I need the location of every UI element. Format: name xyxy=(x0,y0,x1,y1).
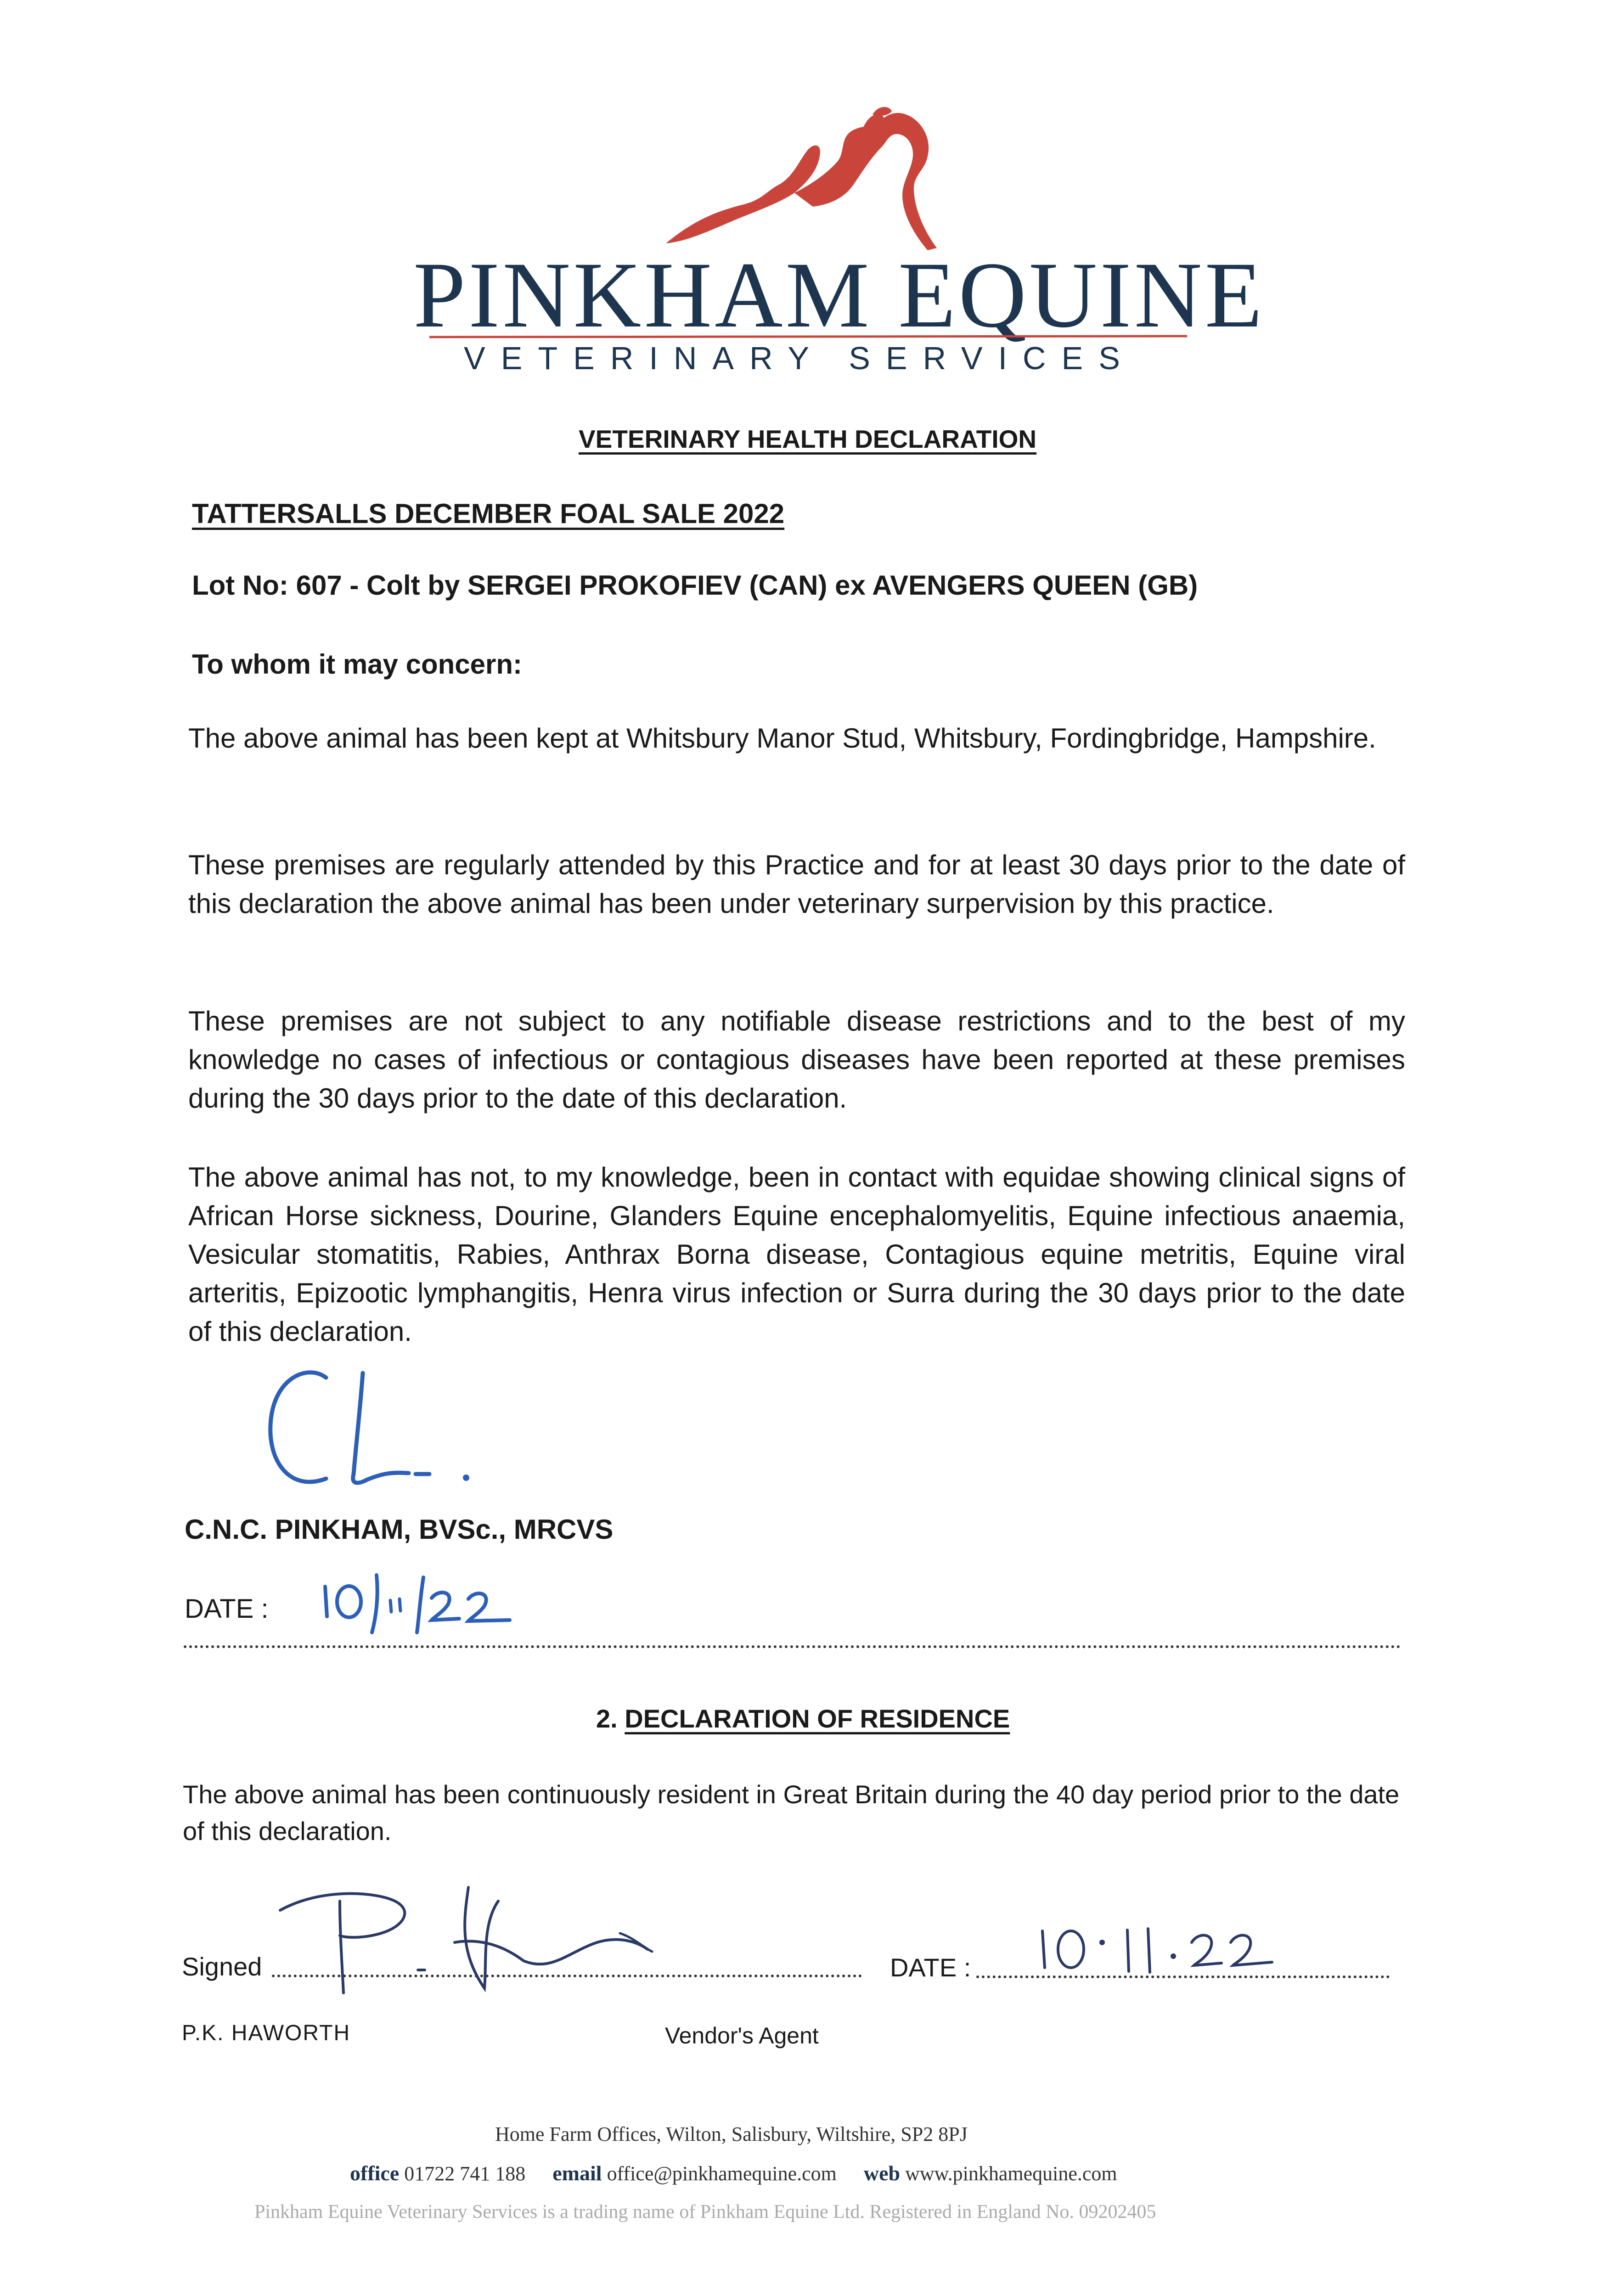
logo-subtitle: VETERINARY SERVICES xyxy=(464,340,1136,376)
agent-date-handwritten xyxy=(1033,1917,1309,1981)
document-title: VETERINARY HEALTH DECLARATION xyxy=(579,425,1037,453)
email-address[interactable]: office@pinkhamequine.com xyxy=(607,2162,837,2185)
residence-number: 2. xyxy=(596,1704,625,1733)
residence-heading: DECLARATION OF RESIDENCE xyxy=(625,1704,1010,1733)
agent-role: Vendor's Agent xyxy=(665,2023,819,2048)
vet-date-handwritten xyxy=(317,1566,528,1639)
logo-name: PINKHAM EQUINE xyxy=(413,243,1265,347)
sale-name: TATTERSALLS DECEMBER FOAL SALE 2022 xyxy=(192,498,785,529)
signed-label: Signed xyxy=(182,1952,262,1981)
lot-line: Lot No: 607 - Colt by SERGEI PROKOFIEV (CAN) ex AVENGERS QUEEN (GB) xyxy=(192,570,1198,601)
section-divider xyxy=(184,1642,1401,1648)
paragraph-contact: The above animal has not, to my knowledge, been in contact with equidae showing clinical signs of African Horse sickness, Dourine, Glanders Equine encephalomyelitis, Equine infectious anaemia, Vesicular stomatitis, Rabies, Anthrax Borna disease, Contagious equine metritis, Equine viral arteritis, Epizootic lymphangitis, Henra virus infection or Surra during the 30 days prior to the date of this declaration. xyxy=(188,1162,1405,1347)
logo-underline xyxy=(429,334,1187,339)
footer-address: Home Farm Offices, Wilton, Salisbury, Wiltshire, SP2 8PJ xyxy=(495,2123,968,2145)
vet-signature xyxy=(257,1359,514,1506)
web-label: web xyxy=(863,2161,901,2185)
office-label: office xyxy=(350,2161,400,2185)
office-phone: 01722 741 188 xyxy=(404,2162,526,2185)
paragraph-residence: The above animal has been continuously resident in Great Britain during the 40 day period prior to the date of this declaration. xyxy=(183,1780,1400,1846)
agent-signature xyxy=(266,1869,781,2007)
salutation: To whom it may concern: xyxy=(192,649,522,680)
agent-date-label: DATE : xyxy=(890,1953,971,1982)
vet-name: C.N.C. PINKHAM, BVSc., MRCVS xyxy=(185,1514,614,1545)
footer-contact xyxy=(350,2161,1117,2185)
vet-date-label: DATE : xyxy=(185,1594,269,1624)
agent-name: P.K. HAWORTH xyxy=(182,2021,351,2045)
paragraph-restrictions: These premises are not subject to any notifiable disease restrictions and to the best of my knowledge no cases of infectious or contagious diseases have been reported at these premises during the 30 days prior to the date of this declaration. xyxy=(188,1006,1405,1114)
horse-rider-icon xyxy=(657,106,941,257)
email-label: email xyxy=(552,2161,602,2185)
paragraph-premises: The above animal has been kept at Whitsbury Manor Stud, Whitsbury, Fordingbridge, Hampshire. xyxy=(188,723,1376,754)
footer-legal: Pinkham Equine Veterinary Services is a trading name of Pinkham Equine Ltd. Registered in England No. 09202405 xyxy=(254,2201,1156,2223)
web-address[interactable]: www.pinkhamequine.com xyxy=(905,2162,1117,2185)
residence-title xyxy=(596,1704,1010,1733)
paragraph-supervision: These premises are regularly attended by this Practice and for at least 30 days prior to the date of this declaration the above animal has been under veterinary surpervision by this practice. xyxy=(188,850,1405,919)
